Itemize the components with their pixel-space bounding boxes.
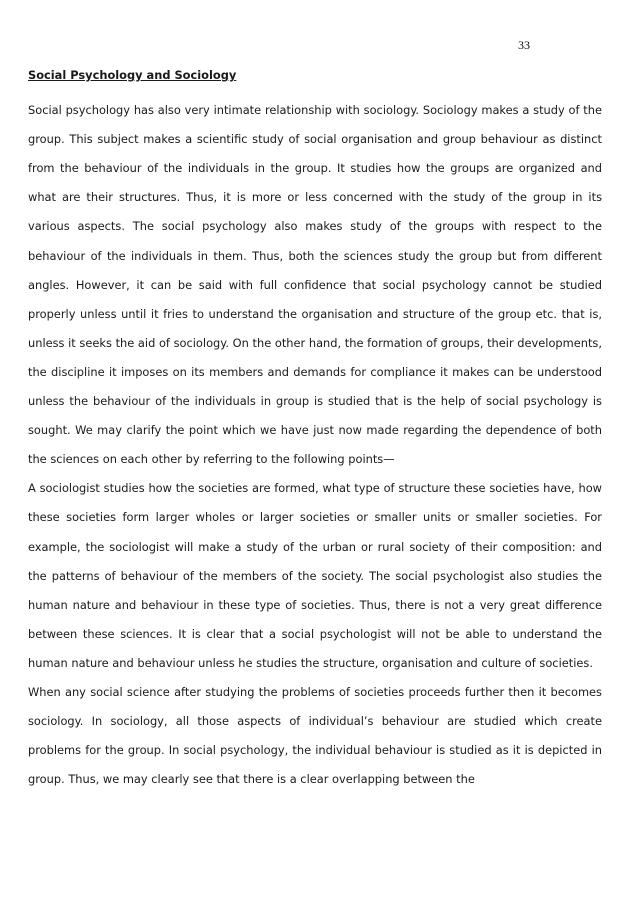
paragraph-1: Social psychology has also very intimate relationship with sociology. Sociology makes a study of the group. This subject makes a scientific study of social organisation and group behaviour as distinct from the behaviour of the individuals in the group. It studies how the groups are organized and what are their structures. Thus, it is more or less concerned with the study of the group in its various aspects. The social psychology also makes study of the groups with respect to the behaviour of the individuals in them. Thus, both the sciences study the group but from different angles. However, it can be said with full confidence that social psychology cannot be studied properly unless until it fries to understand the organisation and structure of the group etc. that is, unless it seeks the aid of sociology. On the other hand, the formation of groups, their developments, the discipline it imposes on its members and demands for compliance it makes can be understood unless the behaviour of the individuals in group is studied that is the help of social psychology is sought. We may clarify the point which we have just now made regarding the dependence of both the sciences on each other by referring to the following points— [28,103,602,467]
paragraph-3: When any social science after studying the problems of societies proceeds further then it becomes sociology. In sociology, all those aspects of individual’s behaviour are studied which create problems for the group. In social psychology, the individual behaviour is studied as it is depicted in group. Thus, we may clearly see that there is a clear overlapping between the [28,684,602,787]
page-number: 33 [518,38,530,52]
section-heading: Social Psychology and Sociology [28,68,237,82]
page-content [28,61,602,794]
paragraph-2: A sociologist studies how the societies are formed, what type of structure these societies have, how these societies form larger wholes or larger societies or smaller units or smaller societies. For example, the sociologist will make a study of the urban or rural society of their composition: and the patterns of behaviour of the members of the society. The social psychologist also studies the human nature and behaviour in these type of societies. Thus, there is not a very great difference between these sciences. It is clear that a social psychologist will not be able to understand the human nature and behaviour unless he studies the structure, organisation and culture of societies. [28,481,602,670]
